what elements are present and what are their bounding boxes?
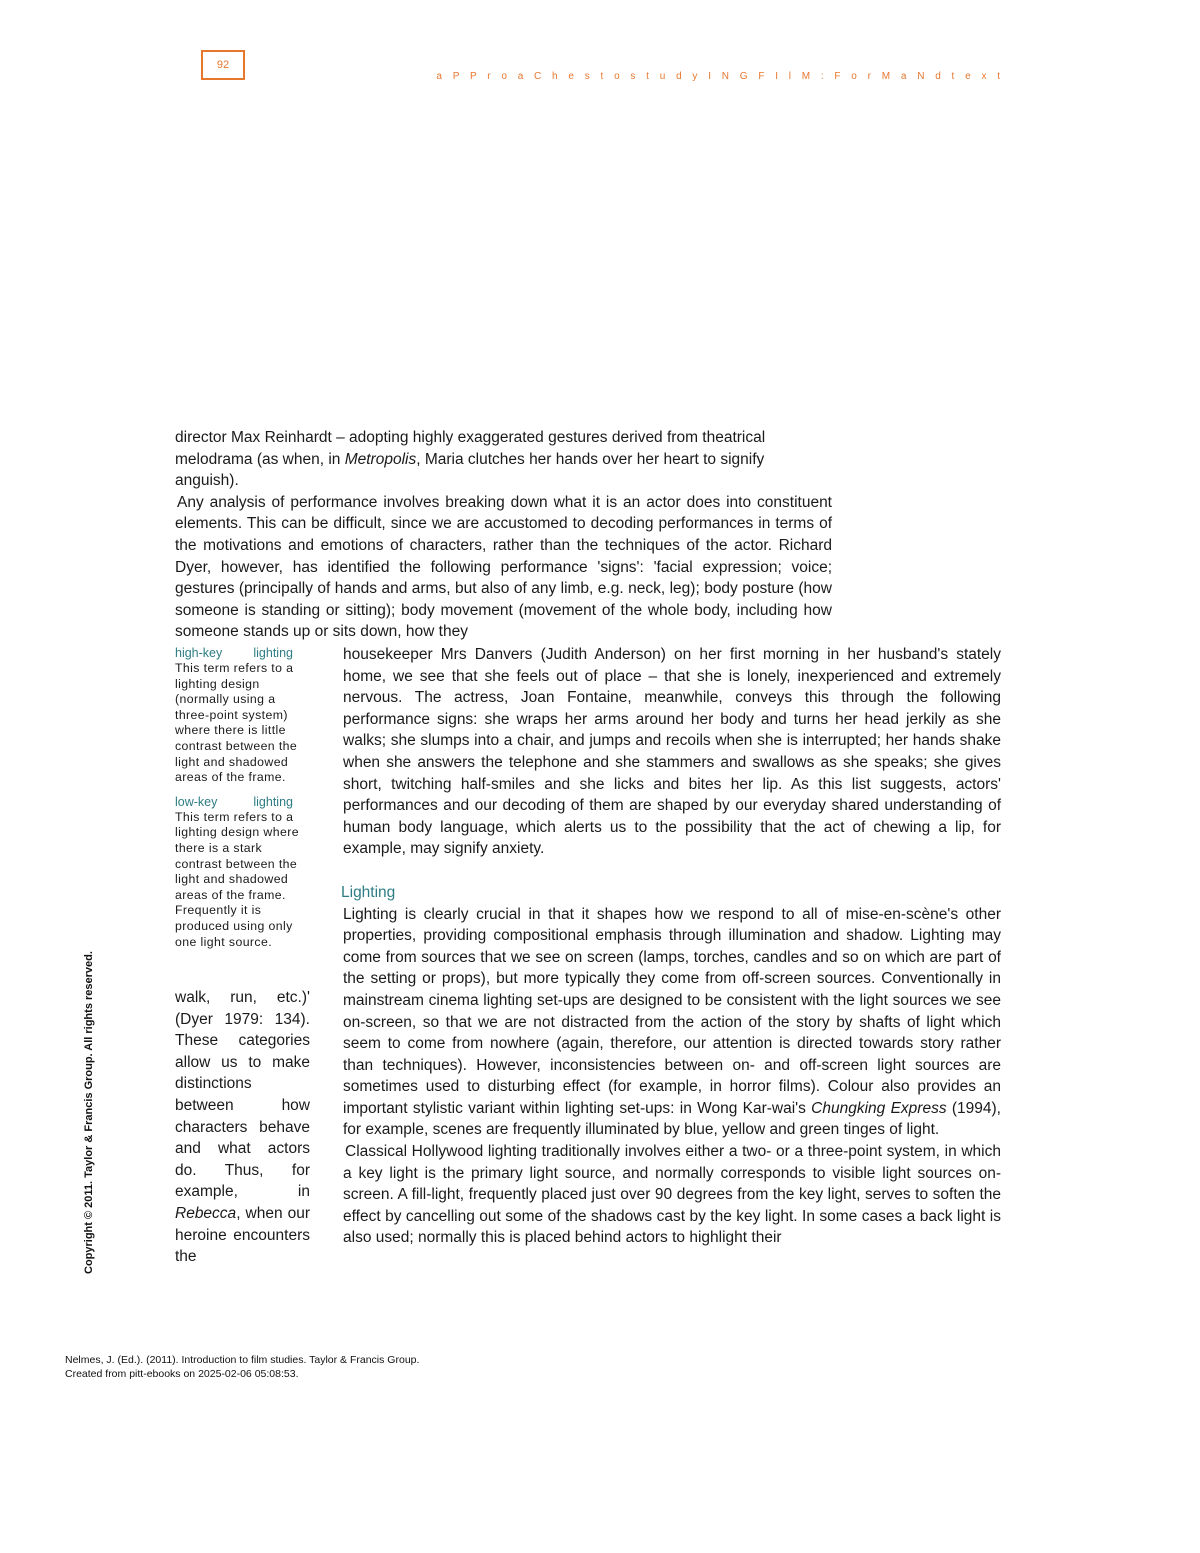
narrow-text-column — [175, 987, 310, 1268]
page-number: 92 — [201, 50, 245, 80]
running-head: a P P r o a C h e s t o s t u d y I N G F I l M : F o r M a N d t e x t — [436, 71, 1004, 82]
top-text-block — [175, 427, 832, 643]
glossary-term-low-key — [175, 794, 293, 810]
copyright-notice: Copyright © 2011. Taylor & Francis Group. All rights reserved. — [83, 951, 95, 1274]
glossary-term-word: high-key — [175, 646, 223, 660]
film-title-chungking: Chungking Express — [811, 1099, 947, 1117]
glossary-term-word: lighting — [253, 794, 293, 809]
film-title-metropolis: Metropolis — [344, 450, 417, 468]
glossary-definition: This term refers to a lighting design (normally using a three-point system) where there is little contrast between the light and shadowed areas of the frame. — [175, 661, 298, 785]
text-run: walk, run, etc.)' (Dyer 1979: 134). These categories allow us to make distinctions between how characters behave and what actors do. Thus, for example, in — [175, 989, 310, 1201]
paragraph-performance: Any analysis of performance involves breaking down what it is an actor does into constituent elements. This can be difficult, since we are accustomed to decoding performances in terms of the motivations and emotions of characters, rather than the techniques of the actor. Richard Dyer, however, has identified the following performance 'signs': 'facial expression; voice; gestures (principally of hands and arms, but also of any limb, e.g. neck, leg); body posture (how someone is standing or sitting); body movement (movement of the whole body, including how someone stands up or sits down, how they — [175, 493, 832, 641]
glossary-definition: This term refers to a lighting design where there is a stark contrast between the light and shadowed areas of the frame. Frequently it is produced using only one light source. — [175, 809, 299, 949]
main-text-column — [343, 644, 1001, 1249]
section-heading-lighting: Lighting — [341, 883, 396, 901]
line: melodrama (as when, in — [175, 450, 345, 468]
paragraph-rebecca: housekeeper Mrs Danvers (Judith Anderson) on her first morning in her husband's stately home, we see that she feels out of place – that she is lonely, inexperienced and extremely nervous. The actress, Joan Fontaine, meanwhile, conveys this through the following performance signs: she wraps her arms around her body and turns her head jerkily as she walks; she slumps into a chair, and jumps and recoils when she is interrupted; her hands shake when she answers the telephone and she stammers and swallows as she speaks; she gives short, twitching half-smiles and she licks and bites her lip. As this list suggests, actors' performances and our decoding of them are shaped by our everyday shared understanding of human body language, which alerts us to the possibility that the act of chewing a lip, for example, may signify anxiety. — [343, 646, 1001, 858]
film-title-rebecca: Rebecca — [175, 1204, 237, 1222]
paragraph-lighting — [343, 904, 1001, 1142]
paragraph-continued — [175, 427, 832, 492]
line: , Maria clutches her hands over her heart to signify — [416, 450, 765, 468]
glossary-term-word: lighting — [253, 646, 293, 660]
citation-line: Nelmes, J. (Ed.). (2011). Introduction to film studies. Taylor & Francis Group. — [65, 1354, 420, 1366]
paragraph-continued-narrow — [175, 987, 310, 1268]
line: anguish). — [175, 472, 239, 490]
created-line: Created from pitt-ebooks on 2025-02-06 05:08:53. — [65, 1368, 299, 1380]
text-run: , when our heroine encounters the — [175, 1204, 310, 1266]
text-run: Lighting is clearly crucial in that it shapes how we respond to all of mise-en-scène's other properties, providing compositional emphasis through illumination and shadow. Lighting may come from sources that we see on screen (lamps, torches, candles and so on which are part of the setting or props), but more typically they come from off-screen sources. Conventionally in mainstream cinema lighting set-ups are designed to be consistent with the light sources we see on-screen, so that we are not distracted from the action of the story by shafts of light which seem to come from nowhere (again, therefore, our attention is directed towards story rather than techniques). However, inconsistencies between on- and off-screen light sources are sometimes used to disturbing effect (for example, in horror films). Colour also provides an important stylistic variant within lighting set-ups: in Wong Kar-wai's — [343, 905, 1001, 1117]
glossary-sidebar — [175, 645, 310, 958]
glossary-term-high-key — [175, 645, 293, 661]
citation-footer — [65, 1353, 419, 1381]
line: director Max Reinhardt – adopting highly exaggerated gestures derived from theatrical — [175, 429, 766, 446]
glossary-term-word: low-key — [175, 794, 218, 809]
text-run: (1994), for example, scenes are frequently illuminated by blue, yellow and green tinges of light. — [343, 1099, 1001, 1139]
paragraph-classical-lighting: Classical Hollywood lighting traditionally involves either a two- or a three-point system, in which a key light is the primary light source, and normally corresponds to visible light sources on-screen. A fill-light, frequently placed just over 90 degrees from the key light, serves to soften the effect by cancelling out some of the shadows cast by the key light. In some cases a back light is also used; normally this is placed behind actors to highlight their — [343, 1143, 1001, 1247]
